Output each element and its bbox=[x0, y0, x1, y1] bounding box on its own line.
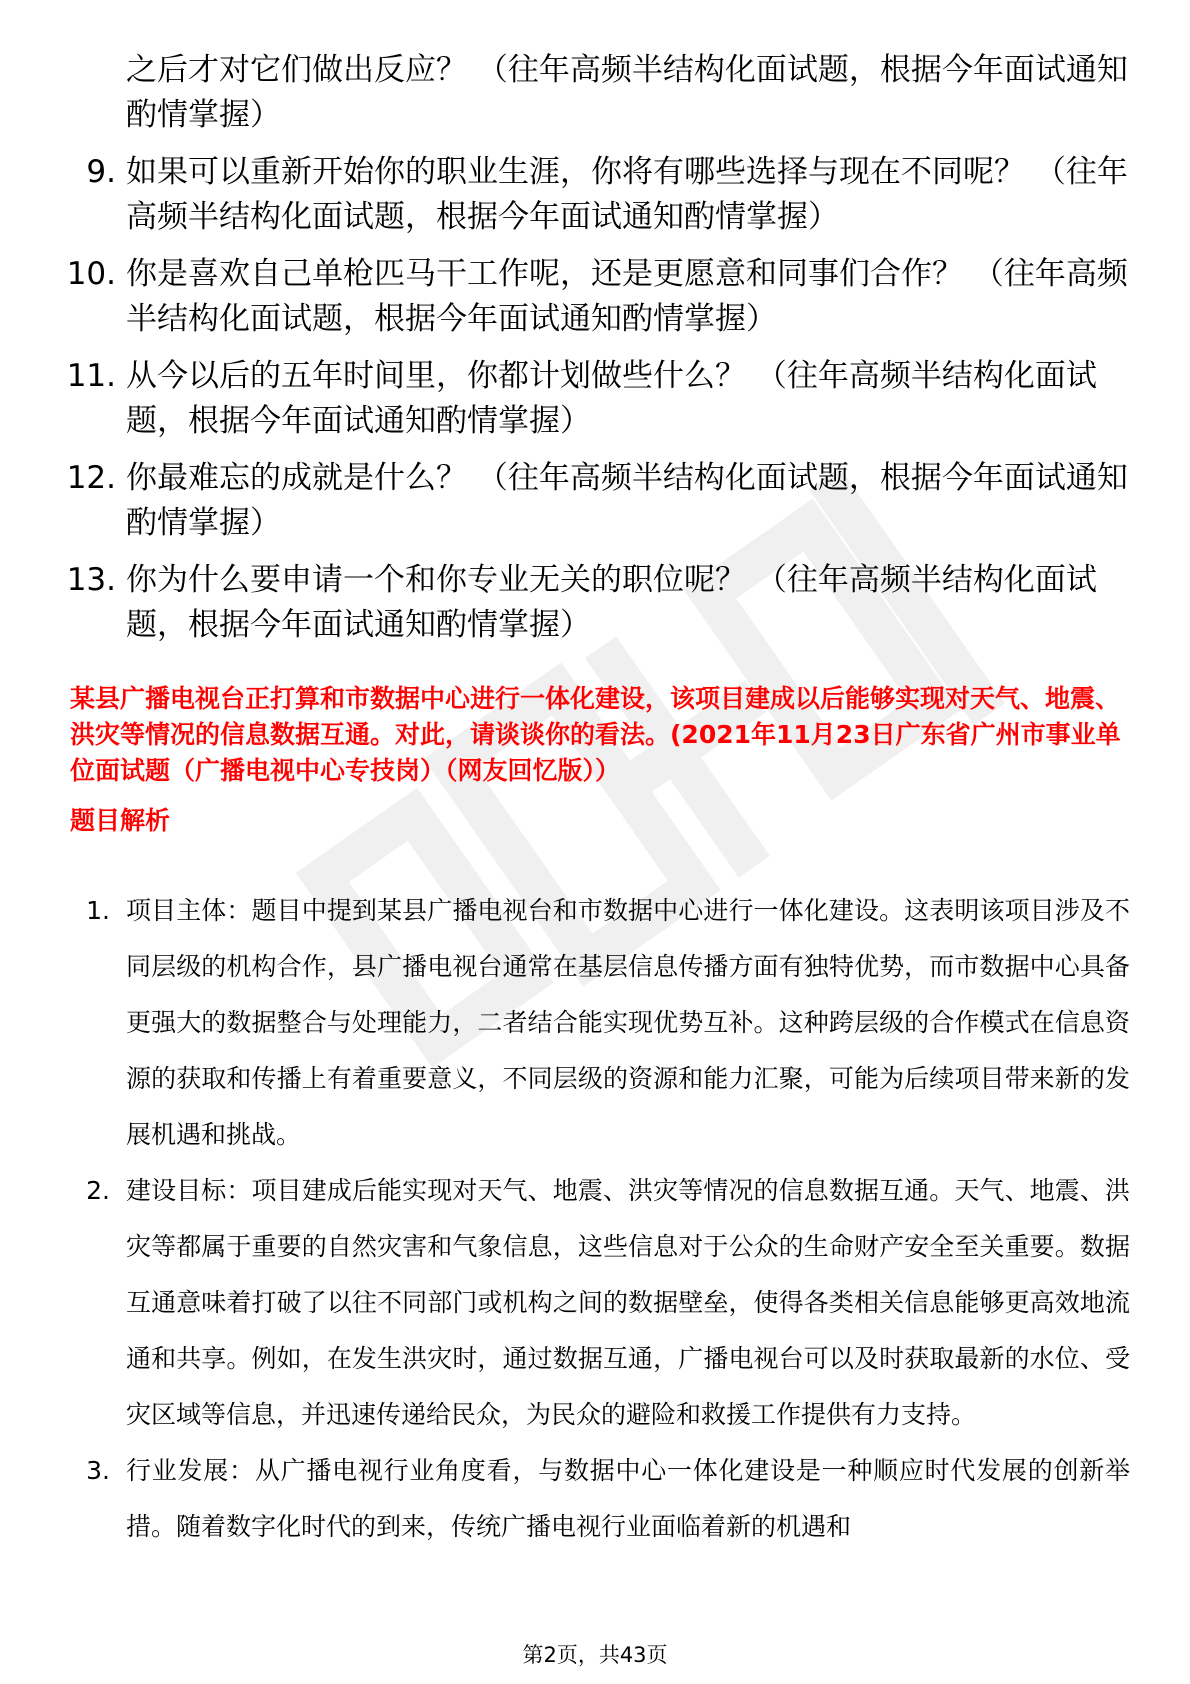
item-number: 1. bbox=[86, 896, 110, 925]
list-item bbox=[56, 456, 1136, 546]
item-text: 建设目标：项目建成后能实现对天气、地震、洪灾等情况的信息数据互通。天气、地震、洪灾等都属于重要的自然灾害和气象信息，这些信息对于公众的生命财产安全至关重要。数据互通意味着打破了以往不同部门或机构之间的数据壁垒，使得各类相关信息能够更高效地流通和共享。例如，在发生洪灾时，通过数据互通，广播电视台可以及时获取最新的水位、受灾区域等信息，并迅速传递给民众，为民众的避险和救援工作提供有力支持。 bbox=[126, 1176, 1130, 1429]
item-number: 12. bbox=[66, 460, 116, 496]
item-text: 你为什么要申请一个和你专业无关的职位呢？ （往年高频半结构化面试题，根据今年面试通知酌情掌握） bbox=[126, 562, 1097, 643]
question-heading: 某县广播电视台正打算和市数据中心进行一体化建设，该项目建成以后能够实现对天气、地震、洪灾等情况的信息数据互通。对此，请谈谈你的看法。(2021年11月23日广东省广州市事业单位面试题（广播电视中心专技岗）（网友回忆版）） bbox=[70, 684, 1121, 785]
question-list bbox=[56, 48, 1136, 660]
list-item bbox=[56, 558, 1136, 648]
item-number: 13. bbox=[66, 562, 116, 598]
item-text: 你是喜欢自己单枪匹马干工作呢，还是更愿意和同事们合作？ （往年高频半结构化面试题，根据今年面试通知酌情掌握） bbox=[126, 256, 1128, 337]
list-item bbox=[56, 48, 1136, 138]
item-text: 从今以后的五年时间里，你都计划做些什么？ （往年高频半结构化面试题，根据今年面试通知酌情掌握） bbox=[126, 358, 1097, 439]
list-item bbox=[56, 150, 1136, 240]
item-number: 3. bbox=[86, 1456, 110, 1485]
item-text: 项目主体：题目中提到某县广播电视台和市数据中心进行一体化建设。这表明该项目涉及不同层级的机构合作，县广播电视台通常在基层信息传播方面有独特优势，而市数据中心具备更强大的数据整合与处理能力，二者结合能实现优势互补。这种跨层级的合作模式在信息资源的获取和传播上有着重要意义，不同层级的资源和能力汇聚，可能为后续项目带来新的发展机遇和挑战。 bbox=[126, 896, 1130, 1149]
item-text: 之后才对它们做出反应？ （往年高频半结构化面试题，根据今年面试通知酌情掌握） bbox=[126, 52, 1128, 133]
analysis-item bbox=[70, 1443, 1130, 1555]
item-number: 10. bbox=[66, 256, 116, 292]
analysis-item bbox=[70, 883, 1130, 1163]
analysis-list bbox=[70, 883, 1130, 1555]
list-item bbox=[56, 354, 1136, 444]
item-text: 行业发展：从广播电视行业角度看，与数据中心一体化建设是一种顺应时代发展的创新举措。随着数字化时代的到来，传统广播电视行业面临着新的机遇和 bbox=[126, 1456, 1130, 1541]
page-footer: 第2页，共43页 bbox=[522, 1643, 668, 1667]
item-text: 如果可以重新开始你的职业生涯，你将有哪些选择与现在不同呢？ （往年高频半结构化面试题，根据今年面试通知酌情掌握） bbox=[126, 154, 1128, 235]
list-item bbox=[56, 252, 1136, 342]
section-title: 题目解析 bbox=[70, 806, 171, 835]
item-number: 2. bbox=[86, 1176, 110, 1205]
item-number: 9. bbox=[86, 154, 116, 190]
item-number: 11. bbox=[66, 358, 116, 394]
analysis-item bbox=[70, 1163, 1130, 1443]
item-text: 你最难忘的成就是什么？ （往年高频半结构化面试题，根据今年面试通知酌情掌握） bbox=[126, 460, 1128, 541]
